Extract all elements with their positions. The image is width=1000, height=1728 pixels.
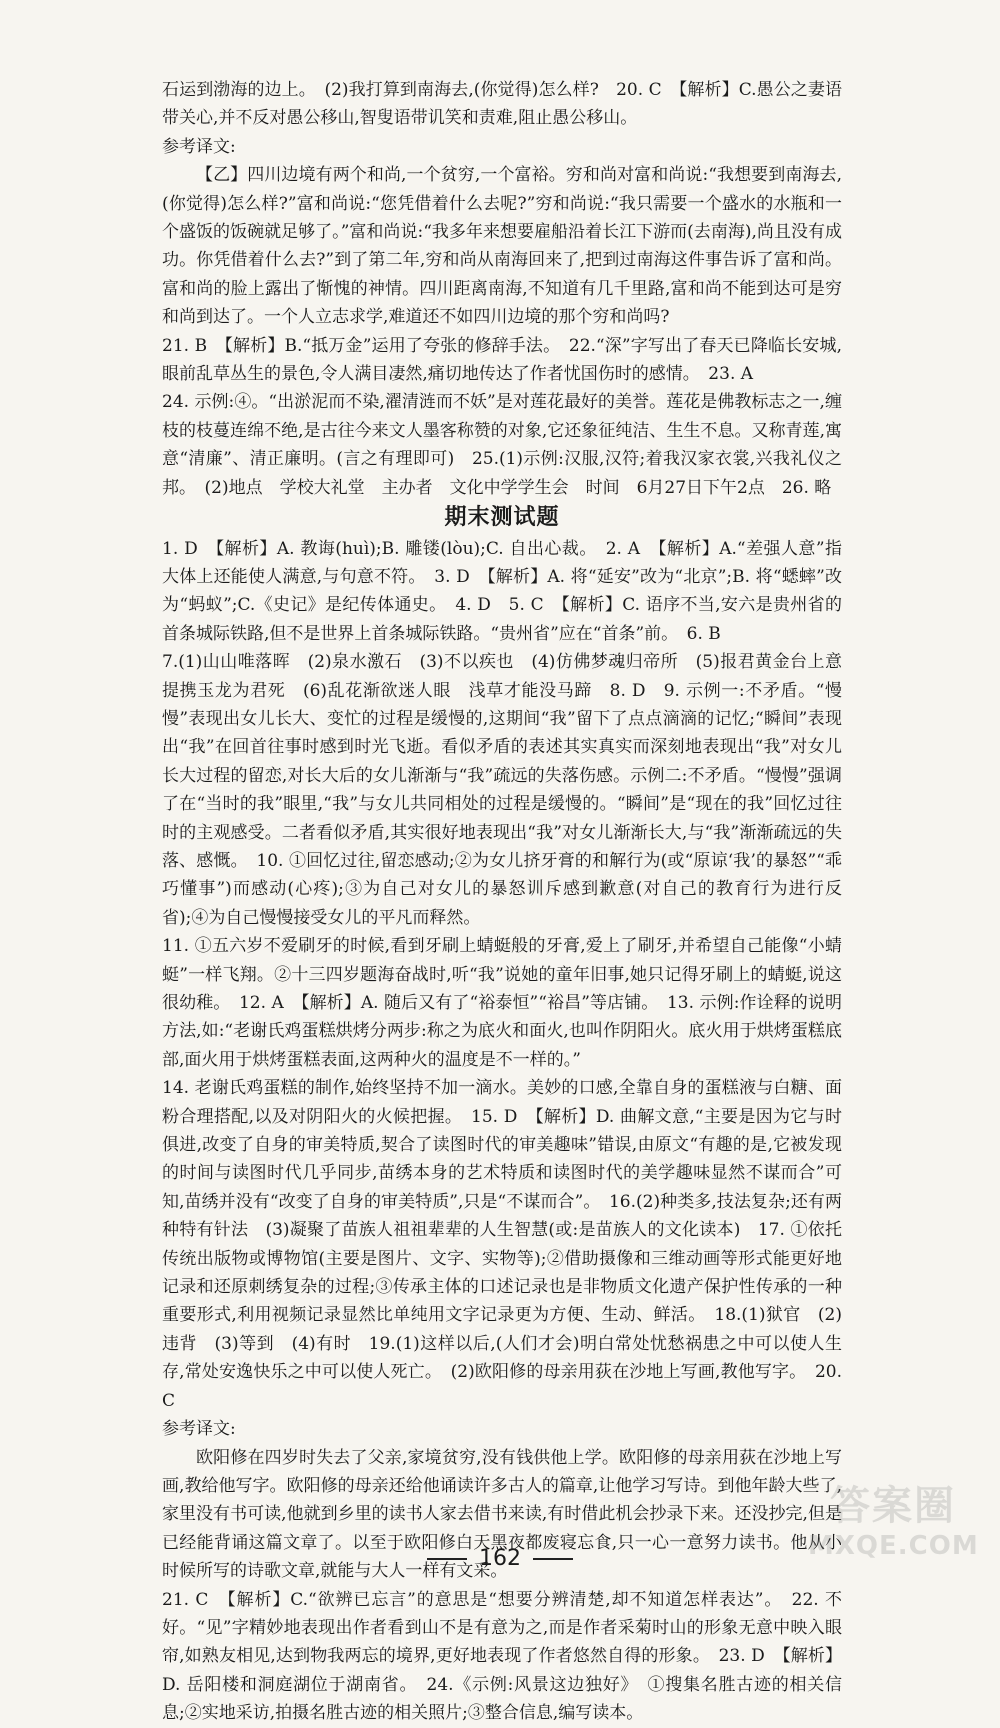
paragraph: 14. 老谢氏鸡蛋糕的制作,始终坚持不加一滴水。美妙的口感,全靠自身的蛋糕液与白糖、面粉合理搭配,以及对阴阳火的火候把握。 15. D 【解析】D. 曲解文意,“主要是因为它与时俱进,改变了自身的审美特质,契合了读图时代的审美趣味”错误,由原文“有趣的是,它被发现的时间与读图时代几乎同步,苗绣本身的艺术特质和读图时代的美学趣味显然不谋而合”可知,苗绣并没有“改变了自身的审美特质”,只是“不谋而合”。 16.(2)种类多,技法复杂;还有两种特有针法 (3)凝聚了苗族人祖祖辈辈的人生智慧(或:是苗族人的文化读本) 17. ①依托传统出版物或博物馆(主要是图片、文字、实物等);②借助摄像和三维动画等形式能更好地记录和还原刺绣复杂的过程;③传承主体的口述记录也是非物质文化遗产保护性传承的一种重要形式,利用视频记录显然比单纯用文字记录更为方便、生动、鲜活。 18.(1)狱官 (2)违背 (3)等到 (4)有时 19.(1)这样以后,(人们才会)明白常处忧愁祸患之中可以使人生存,常处安逸快乐之中可以使人死亡。 (2)欧阳修的母亲用荻在沙地上写画,教他写字。 20. C: [162, 1078, 842, 1411]
page-number-text: 162: [479, 1546, 521, 1571]
divider: [533, 1558, 573, 1560]
answer-page: [162, 76, 859, 1728]
paragraph: 11. ①五六岁不爱刷牙的时候,看到牙刷上蜻蜓般的牙膏,爱上了刷牙,并希望自己能像“小蜻蜓”一样飞翔。②十三四岁题海奋战时,听“我”说她的童年旧事,她只记得牙刷上的蜻蜓,说这很幼稚。 12. A 【解析】A. 随后又有了“裕泰恒”“裕昌”等店铺。 13. 示例:作诠释的说明方法,如:“老谢氏鸡蛋糕烘烤分两步:称之为底火和面火,也叫作阴阳火。底火用于烘烤蛋糕底部,面火用于烘烤蛋糕表面,这两种火的温度是不一样的。”: [162, 936, 842, 1070]
section-title: 期末测试题: [444, 505, 560, 531]
paragraph: 参考译文:: [162, 136, 236, 157]
paragraph: 21. C 【解析】C.“欲辨已忘言”的意思是“想要分辨清楚,却不知道怎样表达”。 22. 不好。“见”字精妙地表现出作者看到山不是有意为之,而是作者采菊时山的形象无意中映入眼帘,如熟友相见,达到物我两忘的境界,更好地表现了作者悠然自得的形象。 23. D 【解析】D. 岳阳楼和洞庭湖位于湖南省。 24.《示例:风景这边独好》 ①搜集名胜古迹的相关信息;②实地采访,拍摄名胜古迹的相关照片;③整合信息,编写读本。: [162, 1589, 842, 1724]
paragraph: 石运到渤海的边上。 (2)我打算到南海去,(你觉得)怎么样? 20. C 【解析】C.愚公之妻语带关心,并不反对愚公移山,智叟语带讥笑和责难,阻止愚公移山。: [162, 80, 842, 129]
paragraph: 【乙】四川边境有两个和尚,一个贫穷,一个富裕。穷和尚对富和尚说:“我想要到南海去,(你觉得)怎么样?”富和尚说:“您凭借着什么去呢?”穷和尚说:“我只需要一个盛水的水瓶和一个盛饭的饭碗就足够了。”富和尚说:“我多年来想要雇船沿着长江下游而(去南海),尚且没有成功。你凭借着什么去?”到了第二年,穷和尚从南海回来了,把到过南海这件事告诉了富和尚。富和尚的脸上露出了惭愧的神情。四川距离南海,不知道有几千里路,富和尚不能到达可是穷和尚到达了。一个人立志求学,难道还不如四川边境的那个穷和尚吗?: [162, 165, 842, 328]
paragraph: 欧阳修在四岁时失去了父亲,家境贫穷,没有钱供他上学。欧阳修的母亲用荻在沙地上写画,教给他写字。欧阳修的母亲还给他诵读许多古人的篇章,让他学习写诗。到他年龄大些了,家里没有书可读,他就到乡里的读书人家去借书来读,有时借此机会抄录下来。还没抄完,但是已经能背诵这篇文章了。以至于欧阳修白天黑夜都废寝忘食,只一心一意努力读书。他从小时候所写的诗歌文章,就能与大人一样有文采。: [162, 1447, 842, 1582]
paragraph: 参考译文:: [162, 1419, 236, 1440]
paragraph: 21. B 【解析】B.“抵万金”运用了夸张的修辞手法。 22.“深”字写出了春天已降临长安城,眼前乱草丛生的景色,令人满目凄然,痛切地传达了作者忧国伤时的感情。 23. A: [162, 335, 842, 385]
paragraph: 1. D 【解析】A. 教诲(huì);B. 雕镂(lòu);C. 自出心裁。 2. A 【解析】A.“差强人意”指大体上还能使人满意,与句意不符。 3. D 【解析】A. 将“延安”改为“北京”;B. 将“蟋蟀”改为“蚂蚁”;C.《史记》是纪传体通史。 4. D 5. C 【解析】C. 语序不当,安六是贵州省的首条城际铁路,但不是世界上首条城际铁路。“贵州省”应在“首条”前。 6. B: [162, 538, 842, 644]
watermark-url: MXQE.COM: [808, 1531, 979, 1561]
divider: [427, 1558, 467, 1560]
paragraph: 7.(1)山山唯落晖 (2)泉水激石 (3)不以疾也 (4)仿佛梦魂归帝所 (5)报君黄金台上意 提携玉龙为君死 (6)乱花渐欲迷人眼 浅草才能没马蹄 8. D 9. 示例一:不矛盾。“慢慢”表现出女儿长大、变忙的过程是缓慢的,这期间“我”留下了点点滴滴的记忆;“瞬间”表现出“我”在回首往事时感到时光飞逝。看似矛盾的表述其实真实而深刻地表现出“我”对女儿长大过程的留恋,对长大后的女儿渐渐与“我”疏远的失落伤感。示例二:不矛盾。“慢慢”强调了在“当时的我”眼里,“我”与女儿共同相处的过程是缓慢的。“瞬间”是“现在的我”回忆过往时的主观感受。二者看似矛盾,其实很好地表现出“我”对女儿渐渐长大,与“我”渐渐疏远的失落、感慨。 10. ①回忆过往,留恋感动;②为女儿挤牙膏的和解行为(或“原谅‘我’的暴怒”“乖巧懂事”)而感动(心疼);③为自己对女儿的暴怒训斥感到歉意(对自己的教育行为进行反省);④为自己慢慢接受女儿的平凡而释然。: [162, 652, 859, 928]
paragraph: 24. 示例:④。“出淤泥而不染,濯清涟而不妖”是对莲花最好的美誉。莲花是佛教标志之一,缠枝的枝蔓连绵不绝,是古往今来文人墨客称赞的对象,它还象征纯洁、生生不息。又称青莲,寓意“清廉”、清正廉明。(言之有理即可) 25.(1)示例:汉服,汉符;着我汉家衣裳,兴我礼仪之邦。 (2)地点 学校大礼堂 主办者 文化中学学生会 时间 6月27日下午2点 26. 略: [162, 392, 842, 498]
watermark-logo: 答案圈: [830, 1483, 956, 1529]
watermark: [808, 1474, 978, 1584]
